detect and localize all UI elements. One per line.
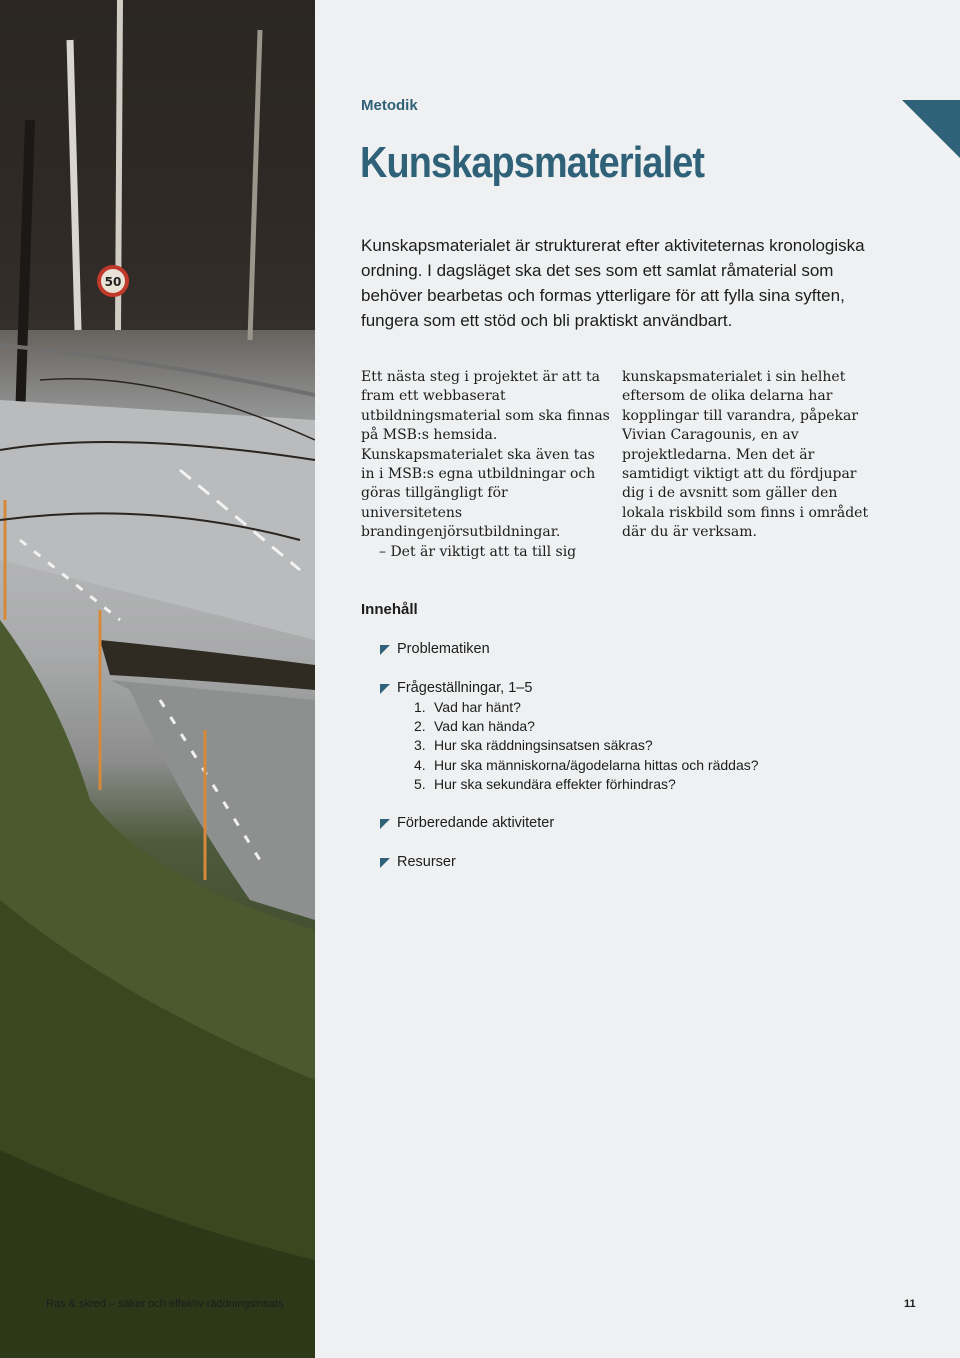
question-text: Vad har hänt? xyxy=(434,699,521,715)
question-item[interactable] xyxy=(414,736,653,755)
contents-item-problematiken[interactable]: Problematiken xyxy=(397,641,490,657)
page-number: 11 xyxy=(904,1298,916,1310)
question-number: 4. xyxy=(414,757,426,773)
question-item[interactable] xyxy=(414,756,759,775)
question-text: Hur ska sekundära effekter förhindras? xyxy=(434,776,676,792)
question-number: 3. xyxy=(414,737,426,753)
body-paragraph: Ett nästa steg i projektet är att ta fram ett webbaserat utbildningsmaterial som ska finnas på MSB:s hemsida. Kunskapsmaterialet ska även tas in i MSB:s egna utbildningar och göras tillgängligt för universitetens brandingenjörsutbildningar. xyxy=(361,369,610,541)
cover-photo xyxy=(0,0,315,1358)
corner-accent xyxy=(902,100,960,158)
body-column-right: kunskapsmaterialet i sin helhet eftersom de olika delarna har kopplingar till varandra, påpekar Vivian Caragounis, en av projektledarna. Men det är samtidigt viktigt att du fördjupar dig i de avsnitt som gäller den lokala riskbild som finns i området där du är verksam. xyxy=(622,369,869,541)
triangle-bullet-icon xyxy=(380,858,390,868)
body-column-left xyxy=(361,368,611,562)
lead-paragraph: Kunskapsmaterialet är strukturerat efter aktiviteternas kronologiska ordning. I dagsläget ska det ses som ett samlat råmaterial som behöver bearbetas och formas ytterligare för att fylla sina syften, fungera som ett stöd och bli praktiskt användbart. xyxy=(361,236,865,330)
triangle-bullet-icon xyxy=(380,684,390,694)
footer-title: Ras & skred – säker och effektiv räddningsinsats xyxy=(46,1298,284,1310)
question-item[interactable] xyxy=(414,775,676,794)
question-number: 2. xyxy=(414,718,426,734)
speed-sign-text: 50 xyxy=(104,275,122,289)
contents-heading: Innehåll xyxy=(361,601,418,618)
triangle-bullet-icon xyxy=(380,819,390,829)
contents-item-fragestallningar[interactable]: Frågeställningar, 1–5 xyxy=(397,680,533,696)
section-kicker: Metodik xyxy=(361,97,418,114)
question-item[interactable] xyxy=(414,698,521,717)
question-text: Vad kan hända? xyxy=(434,718,535,734)
question-number: 1. xyxy=(414,699,426,715)
contents-item-forberedande[interactable]: Förberedande aktiviteter xyxy=(397,815,555,831)
triangle-bullet-icon xyxy=(380,645,390,655)
body-quote: – Det är viktigt att ta till sig xyxy=(379,543,577,560)
question-text: Hur ska människorna/ägodelarna hittas och räddas? xyxy=(434,757,759,773)
question-item[interactable] xyxy=(414,717,535,736)
landslide-road-illustration xyxy=(0,0,315,1358)
question-number: 5. xyxy=(414,776,426,792)
page-title: Kunskapsmaterialet xyxy=(360,138,705,187)
question-text: Hur ska räddningsinsatsen säkras? xyxy=(434,737,653,753)
contents-item-resurser[interactable]: Resurser xyxy=(397,854,456,870)
